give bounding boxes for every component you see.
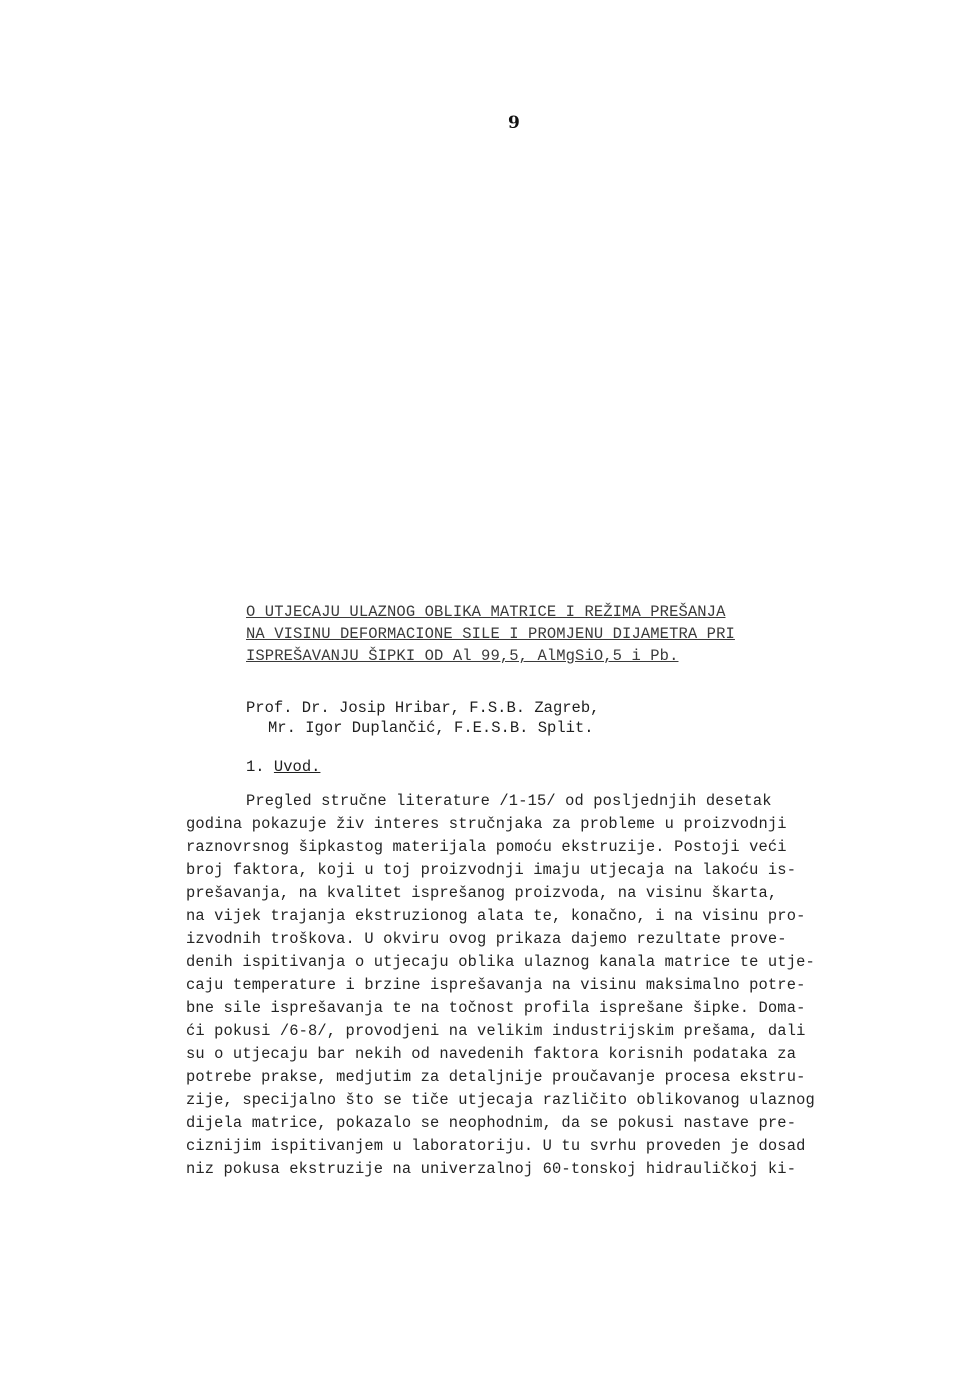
paragraph-line: broj faktora, koji u toj proizvodnji imaju utjecaja na lakoću is- [186, 861, 797, 879]
paragraph-line: Pregled stručne literature /1-15/ od posljednjih desetak [246, 792, 772, 810]
article-title [246, 601, 806, 667]
paragraph-line: potrebe prakse, medjutim za detaljnije proučavanje procesa ekstru- [186, 1068, 806, 1086]
section-number: 1. [246, 758, 265, 776]
authors-block [246, 698, 599, 738]
paragraph-line: izvodnih troškova. U okviru ovog prikaza dajemo rezultate prove- [186, 930, 787, 948]
paragraph-line: ciznijim ispitivanjem u laboratoriju. U tu svrhu proveden je dosad [186, 1137, 806, 1155]
title-line-1: O UTJECAJU ULAZNOG OBLIKA MATRICE I REŽIMA PREŠANJA [246, 603, 726, 621]
body-paragraph [186, 790, 846, 1181]
title-line-3: ISPREŠAVANJU ŠIPKI OD Al 99,5, AlMgSiO,5 i Pb. [246, 647, 679, 665]
paragraph-line: bne sile isprešavanja te na točnost profila isprešane šipke. Doma- [186, 999, 806, 1017]
author-2: Mr. Igor Duplančić, F.E.S.B. Split. [268, 719, 594, 737]
page-number: 9 [508, 113, 520, 133]
paragraph-line: su o utjecaju bar nekih od navedenih faktora korisnih podataka za [186, 1045, 797, 1063]
paragraph-line: raznovrsnog šipkastog materijala pomoću ekstruzije. Postoji veći [186, 838, 787, 856]
paragraph-line: godina pokazuje živ interes stručnjaka za probleme u proizvodnji [186, 815, 787, 833]
section-heading [246, 757, 320, 777]
paragraph-line: dijela matrice, pokazalo se neophodnim, da se pokusi nastave pre- [186, 1114, 797, 1132]
paragraph-line: zije, specijalno što se tiče utjecaja različito oblikovanog ulaznog [186, 1091, 815, 1109]
paragraph-line: prešavanja, na kvalitet isprešanog proizvoda, na visinu škarta, [186, 884, 778, 902]
author-1: Prof. Dr. Josip Hribar, F.S.B. Zagreb, [246, 699, 600, 717]
paragraph-line: ći pokusi /6-8/, provodjeni na velikim industrijskim prešama, dali [186, 1022, 806, 1040]
paragraph-line: niz pokusa ekstruzije na univerzalnoj 60-tonskoj hidrauličkoj ki- [186, 1160, 797, 1178]
section-title: Uvod. [273, 758, 321, 776]
title-line-2: NA VISINU DEFORMACIONE SILE I PROMJENU DIJAMETRA PRI [246, 625, 735, 643]
paragraph-line: na vijek trajanja ekstruzionog alata te, konačno, i na visinu pro- [186, 907, 806, 925]
paragraph-line: denih ispitivanja o utjecaju oblika ulaznog kanala matrice te utje- [186, 953, 815, 971]
paragraph-line: caju temperature i brzine isprešavanja na visinu maksimalno potre- [186, 976, 806, 994]
